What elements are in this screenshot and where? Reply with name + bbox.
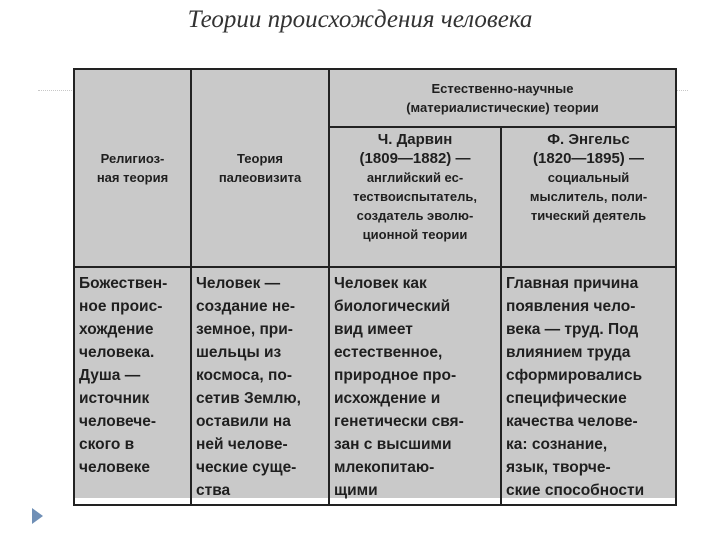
engels-description: социальный мыслитель, поли- тический деятель: [529, 170, 648, 223]
header-natural-science: [329, 69, 676, 127]
cell-religious: Божествен- ное проис- хождение человека. Душа — источник человече- ского в человеке: [74, 267, 191, 505]
theories-table-image: [73, 68, 675, 498]
header-darwin: [329, 127, 501, 267]
header-religious: [74, 69, 191, 267]
engels-name: Ф. Энгельс (1820—1895) —: [533, 131, 644, 167]
slide-title: Теории происхождения человека: [187, 6, 533, 33]
header-paleovisit-label: Теория палеовизита: [218, 151, 302, 185]
cell-darwin: Человек как биологический вид имеет естественное, природное про- исхождение и генетически свя- зан с высшими млекопитаю- щими: [329, 267, 501, 505]
theories-table: [73, 68, 677, 506]
header-engels: [501, 127, 676, 267]
darwin-name: Ч. Дарвин (1809—1882) —: [359, 131, 471, 167]
darwin-description: английский ес- тествоиспытатель, создатель эволю- ционной теории: [352, 170, 477, 242]
cell-engels: Главная причина появления чело- века — труд. Под влиянием труда сформировались специфические качества челове- ка: сознание, язык, творче- ские способности: [501, 267, 676, 505]
header-religious-label: Религиоз- ная теория: [96, 151, 169, 185]
header-paleovisit: [191, 69, 329, 267]
header-natural-science-label: Естественно-научные (материалистические) теории: [406, 81, 599, 115]
bullet-arrow-icon: [32, 508, 43, 524]
cell-paleovisit: Человек — создание не- земное, при- шельцы из космоса, по- сетив Землю, оставили на ней челове- ческие суще- ства: [191, 267, 329, 505]
